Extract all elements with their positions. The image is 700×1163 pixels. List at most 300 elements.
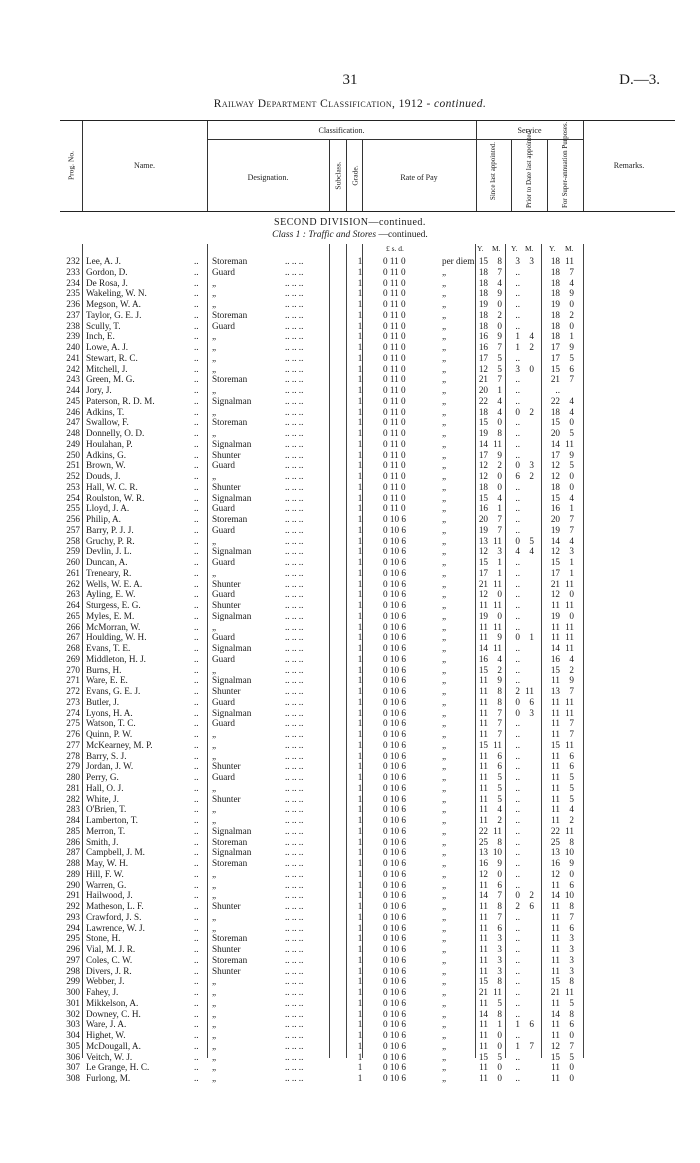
designation-cell: „ [212,976,217,987]
rate-cell: 0 10 6 [383,546,406,557]
name-cell: Paterson, R. D. M. [86,395,155,406]
super-months-cell: 4 [569,804,574,815]
prior-years-cell: .. [515,417,520,428]
header-designation: Designation. [247,173,289,182]
rate-unit-cell: „ [442,997,447,1008]
unit-y3: Y. [549,244,556,253]
super-months-cell: 8 [569,1008,574,1019]
prog-no-cell: 237 [66,309,80,320]
rate-cell: 0 10 6 [383,911,406,922]
rate-unit-cell: „ [442,729,447,739]
designation-cell: „ [212,804,217,815]
prog-no-cell: 241 [66,352,80,363]
table-row [0,525,700,536]
since-last-months-cell: 1 [497,1019,502,1030]
rate-unit-cell: „ [442,342,447,352]
prog-no-cell: 277 [66,739,80,750]
super-years-cell: 18 [550,406,560,417]
leader-dots: .. [194,299,199,309]
rate-unit-cell: per diem [442,256,475,266]
header-prior-to-date: Prior to Date last appointed. [525,129,533,208]
designation-cell: „ [212,288,217,299]
super-months-cell: 0 [569,320,574,331]
grade-cell: 1 [357,1019,363,1030]
since-last-months-cell: 0 [497,610,502,621]
since-last-years-cell: 11 [479,922,488,933]
designation-cell: „ [212,750,217,761]
grade-cell: 1 [357,428,363,438]
since-last-months-cell: 11 [493,438,502,449]
table-row [0,987,700,998]
rate-unit-cell: „ [442,320,447,331]
leader-dots: .. [194,621,199,632]
super-months-cell: 11 [565,825,574,836]
super-months-cell: 8 [569,901,574,911]
prior-months-cell: 4 [529,546,534,557]
leader-dots: .. .. .. [285,481,304,492]
prior-years-cell: .. [515,922,520,933]
rate-unit-cell: „ [442,374,447,385]
unit-m3: M. [565,244,574,253]
rate-unit-cell: „ [442,922,447,933]
prior-years-cell: .. [515,911,520,922]
prior-years-cell: .. [515,567,520,578]
prog-no-cell: 306 [66,1051,80,1062]
since-last-years-cell: 21 [478,374,488,385]
name-cell: Sturgess, E. G. [86,600,141,610]
leader-dots: .. .. .. [285,621,304,632]
super-years-cell: 11 [551,1030,560,1040]
table-row [0,353,700,364]
table-row [0,740,700,751]
name-cell: Brown, W. [86,460,126,471]
leader-dots: .. .. .. [285,503,304,514]
prog-no-cell: 257 [66,524,80,535]
since-last-months-cell: 7 [497,266,502,277]
prior-months-cell: 3 [529,460,534,471]
since-last-months-cell: 3 [497,546,502,557]
since-last-years-cell: 18 [478,406,488,417]
table-row [0,482,700,493]
super-years-cell: 11 [551,997,560,1008]
leader-dots: .. [194,793,199,804]
super-months-cell: 9 [569,288,574,299]
super-years-cell: 12 [550,1040,560,1051]
prog-no-cell: 295 [66,933,80,944]
since-last-years-cell: 16 [478,331,488,342]
leader-dots: .. .. .. [285,707,304,718]
prior-years-cell: .. [515,739,520,750]
designation-cell: Shunter [212,686,241,696]
super-years-cell: 11 [551,600,560,610]
rate-cell: 0 10 6 [383,653,406,664]
prior-years-cell: .. [515,309,520,320]
super-months-cell: 7 [569,911,574,922]
since-last-years-cell: 21 [478,987,488,997]
table-row [0,794,700,805]
leader-dots: .. .. .. [285,782,304,793]
leader-dots: .. .. .. [285,836,304,847]
grade-cell: 1 [357,750,363,761]
prog-no-cell: 303 [66,1019,80,1030]
rate-cell: 0 11 0 [383,417,406,428]
table-row [0,955,700,966]
name-cell: Veitch, W. J. [86,1051,133,1062]
prior-years-cell: .. [515,1051,520,1062]
since-last-years-cell: 11 [479,707,488,718]
rate-cell: 0 11 0 [383,320,406,331]
leader-dots: .. .. .. [285,965,304,976]
super-months-cell: 1 [569,557,574,567]
header-rate-of-pay: Rate of Pay [400,173,438,182]
rate-unit-cell: „ [442,546,447,557]
designation-cell: Signalman [212,492,252,503]
rate-cell: 0 11 0 [383,438,406,449]
rate-unit-cell: „ [442,836,447,847]
table-row [0,557,700,568]
leader-dots: .. .. .. [285,309,304,320]
leader-dots: .. [194,481,199,492]
since-last-years-cell: 14 [478,643,488,653]
designation-cell: Storeman [212,256,248,266]
leader-dots: .. [194,406,199,417]
grade-cell: 1 [357,696,363,707]
rate-unit-cell: „ [442,1040,447,1051]
grade-cell: 1 [357,342,363,352]
header-for-superannuation: For Super-annuation Purposes. [561,121,569,208]
rate-cell: 0 11 0 [383,428,406,438]
since-last-months-cell: 9 [497,675,502,686]
rate-unit-cell: „ [442,481,447,492]
name-cell: Downey, C. H. [86,1008,141,1019]
table-row [0,1073,700,1084]
header-since-last: Since last appointed. [489,141,497,201]
super-months-cell: 0 [569,481,574,492]
table-row [0,568,700,579]
leader-dots: .. [194,707,199,718]
designation-cell: Guard [212,653,235,664]
prior-years-cell: 3 [515,363,520,374]
rate-cell: 0 10 6 [383,965,406,976]
name-cell: Roulston, W. R. [86,492,145,503]
prior-years-cell: .. [515,492,520,503]
table-row [0,998,700,1009]
super-years-cell: 14 [550,890,560,901]
rate-cell: 0 10 6 [383,739,406,750]
grade-cell: 1 [357,621,363,632]
name-cell: Mitchell, J. [86,363,128,374]
leader-dots: .. .. .. [285,428,304,438]
prior-years-cell: .. [515,621,520,632]
grade-cell: 1 [357,1073,363,1083]
designation-cell: „ [212,729,217,739]
leader-dots: .. .. .. [285,256,304,266]
since-last-years-cell: 14 [478,438,488,449]
super-months-cell: 4 [569,406,574,417]
super-months-cell: 5 [569,997,574,1008]
leader-dots: .. [194,438,199,449]
table-row [0,729,700,740]
prior-years-cell: .. [515,438,520,449]
table-row [0,396,700,407]
since-last-years-cell: 13 [478,535,488,546]
prior-years-cell: .. [515,804,520,815]
rate-unit-cell: „ [442,503,447,514]
grade-cell: 1 [357,739,363,750]
super-years-cell: 19 [550,524,560,535]
prog-no-cell: 251 [66,460,80,471]
table-row [0,288,700,299]
name-cell: Burns, H. [86,664,122,675]
super-months-cell: 1 [569,503,574,514]
rate-unit-cell: „ [442,675,447,686]
leader-dots: .. .. .. [285,825,304,836]
since-last-months-cell: 6 [497,761,502,772]
rate-cell: 0 10 6 [383,847,406,858]
rate-cell: 0 11 0 [383,331,406,342]
prior-years-cell: .. [515,954,520,965]
super-years-cell: 11 [551,707,560,718]
title-main: Railway Department Classification, 1912 [213,98,424,110]
rate-unit-cell: „ [442,987,447,997]
leader-dots: .. [194,847,199,858]
designation-cell: Signalman [212,610,252,621]
table-row [0,643,700,654]
table-row [0,976,700,987]
section-class [0,230,700,240]
rate-cell: 0 11 0 [383,288,406,299]
grade-cell: 1 [357,1051,363,1062]
leader-dots: .. [194,782,199,793]
since-last-months-cell: 2 [497,815,502,825]
super-years-cell: 11 [551,933,560,944]
prog-no-cell: 304 [66,1030,80,1040]
grade-cell: 1 [357,664,363,675]
since-last-years-cell: 21 [478,578,488,589]
leader-dots: .. .. .. [285,342,304,352]
leader-dots: .. .. .. [285,385,304,395]
prog-no-cell: 260 [66,557,80,567]
leader-dots: .. .. .. [285,987,304,997]
since-last-years-cell: 11 [479,696,488,707]
super-years-cell: 14 [550,643,560,653]
super-years-cell: 20 [550,514,560,524]
table-row [0,890,700,901]
name-cell: Jory, J. [86,385,112,395]
since-last-years-cell: 11 [479,718,488,729]
since-last-years-cell: 15 [478,664,488,675]
super-years-cell: 11 [551,901,560,911]
prior-years-cell: .. [515,933,520,944]
prior-months-cell: 3 [529,707,534,718]
leader-dots: .. .. .. [285,417,304,428]
grade-cell: 1 [357,331,363,342]
name-cell: Hill, F. W. [86,868,124,879]
prog-no-cell: 271 [66,675,80,686]
since-last-months-cell: 4 [497,492,502,503]
prog-no-cell: 246 [66,406,80,417]
since-last-years-cell: 12 [478,589,488,600]
leader-dots: .. [194,965,199,976]
designation-cell: „ [212,868,217,879]
leader-dots: .. .. .. [285,739,304,750]
leader-dots: .. [194,546,199,557]
rate-cell: 0 11 0 [383,385,406,395]
table-row [0,364,700,375]
leader-dots: .. [194,750,199,761]
prog-no-cell: 239 [66,331,80,342]
table-row [0,407,700,418]
prog-no-cell: 253 [66,481,80,492]
grade-cell: 1 [357,782,363,793]
super-months-cell: 5 [569,352,574,363]
leader-dots: .. [194,277,199,288]
grade-cell: 1 [357,718,363,729]
grade-cell: 1 [357,600,363,610]
class-prefix: Class 1 : [272,230,306,240]
since-last-years-cell: 16 [478,342,488,352]
super-years-cell: 18 [550,481,560,492]
designation-cell: Storeman [212,309,248,320]
super-months-cell: 5 [569,1051,574,1062]
leader-dots: .. [194,288,199,299]
super-months-cell: 9 [569,858,574,868]
table-row [0,880,700,891]
rate-unit-cell: „ [442,567,447,578]
leader-dots: .. [194,718,199,729]
prog-no-cell: 289 [66,868,80,879]
leader-dots: .. [194,675,199,686]
prior-years-cell: .. [515,750,520,761]
since-last-months-cell: 0 [497,1073,502,1083]
page-number: 31 [342,72,358,88]
super-months-cell: 1 [569,331,574,342]
super-years-cell: 12 [550,471,560,481]
super-months-cell: 7 [569,266,574,277]
rate-cell: 0 10 6 [383,804,406,815]
super-years-cell: 17 [550,352,560,363]
prior-years-cell: 0 [515,406,520,417]
name-cell: Adkins, G. [86,449,127,460]
prior-years-cell: 1 [515,1040,520,1051]
rate-unit-cell: „ [442,890,447,901]
rate-cell: 0 10 6 [383,1019,406,1030]
prior-years-cell: .. [515,288,520,299]
prog-no-cell: 283 [66,804,80,815]
prog-no-cell: 278 [66,750,80,761]
rate-unit-cell: „ [442,804,447,815]
rate-cell: 0 11 0 [383,503,406,514]
since-last-years-cell: 11 [479,933,488,944]
name-cell: Swallow, F. [86,417,129,428]
super-years-cell: 22 [550,395,560,406]
leader-dots: .. .. .. [285,1051,304,1062]
since-last-months-cell: 5 [497,793,502,804]
since-last-years-cell: 12 [478,868,488,879]
designation-cell: Signalman [212,438,252,449]
super-months-cell: 2 [569,664,574,675]
leader-dots: .. [194,524,199,535]
super-years-cell: 16 [550,653,560,664]
rate-cell: 0 10 6 [383,729,406,739]
leader-dots: .. [194,772,199,782]
prog-no-cell: 259 [66,546,80,557]
super-years-cell: 21 [550,374,560,385]
prog-no-cell: 270 [66,664,80,675]
since-last-years-cell: 11 [479,686,488,696]
prog-no-cell: 267 [66,632,80,643]
super-years-cell: 11 [551,911,560,922]
super-months-cell: 11 [565,438,574,449]
rate-unit-cell: „ [442,621,447,632]
rate-unit-cell: „ [442,965,447,976]
since-last-years-cell: 11 [479,750,488,761]
rate-cell: 0 10 6 [383,901,406,911]
leader-dots: .. [194,567,199,578]
name-cell: Duncan, A. [86,557,128,567]
leader-dots: .. [194,1008,199,1019]
name-cell: Treneary, R. [86,567,132,578]
designation-cell: Signalman [212,643,252,653]
leader-dots: .. [194,1062,199,1073]
since-last-months-cell: 4 [497,277,502,288]
grade-cell: 1 [357,987,363,997]
prior-years-cell: .. [515,524,520,535]
name-cell: Watson, T. C. [86,718,136,729]
since-last-years-cell: 11 [479,804,488,815]
super-years-cell: 11 [551,750,560,761]
prog-no-cell: 265 [66,610,80,621]
since-last-years-cell: 19 [478,610,488,621]
prog-no-cell: 279 [66,761,80,772]
since-last-months-cell: 1 [497,557,502,567]
rate-unit-cell: „ [442,449,447,460]
leader-dots: .. [194,395,199,406]
prior-years-cell: .. [515,481,520,492]
super-years-cell: 15 [550,976,560,987]
leader-dots: .. [194,460,199,471]
rate-unit-cell: „ [442,933,447,944]
grade-cell: 1 [357,836,363,847]
super-months-cell: 0 [569,1062,574,1073]
super-months-cell: 5 [569,782,574,793]
table-row [0,761,700,772]
leader-dots: .. [194,352,199,363]
prior-years-cell: .. [515,428,520,438]
since-last-months-cell: 11 [493,643,502,653]
prog-no-cell: 273 [66,696,80,707]
table-row [0,579,700,590]
rate-unit-cell: „ [442,395,447,406]
grade-cell: 1 [357,374,363,385]
since-last-months-cell: 0 [497,1062,502,1073]
table-row [0,966,700,977]
leader-dots: .. [194,331,199,342]
name-cell: Webber, J. [86,976,125,987]
super-years-cell: .. [555,385,560,395]
leader-dots: .. .. .. [285,1040,304,1051]
rate-cell: 0 11 0 [383,395,406,406]
leader-dots: .. [194,256,199,266]
leader-dots: .. [194,686,199,696]
header-service: Service [517,126,542,135]
leader-dots: .. [194,911,199,922]
since-last-months-cell: 7 [497,514,502,524]
leader-dots: .. .. .. [285,460,304,471]
name-cell: Lowe, A. J. [86,342,129,352]
rate-cell: 0 10 6 [383,1062,406,1073]
designation-cell: Signalman [212,707,252,718]
